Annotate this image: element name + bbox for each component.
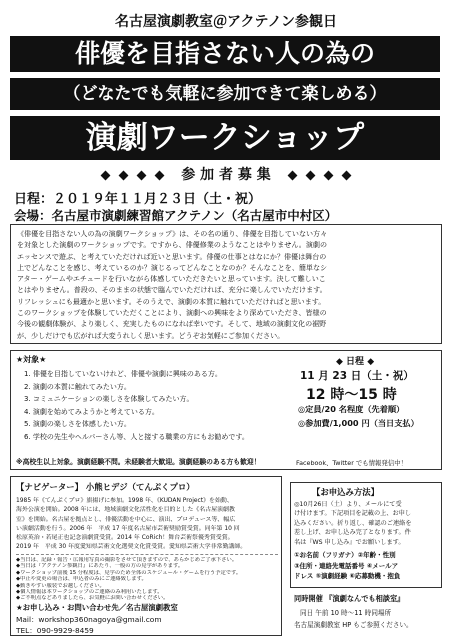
target-item: 4. 演劇を始めてみようかと考えている方。 xyxy=(24,407,159,416)
schedule-heading: ◆ 日程 ◆ xyxy=(336,357,375,367)
apply-line: 差し上げ、お申し込み完了となります。件 xyxy=(294,529,411,537)
related-time: 同日 午前 10 時～11 時同場所 xyxy=(300,609,392,617)
navigator-heading: 【ナビゲーター】 小熊ヒデジ（てんぷくプロ） xyxy=(16,482,195,492)
top-title: 名古屋演劇教室＠アクテノン参観日 xyxy=(114,14,338,30)
diamond-icon xyxy=(324,171,334,181)
bio-line: 2019 年 平成 30 年度愛知県芸術文化選奨文化賞受賞。愛知県芸術大学非常勤講師。 xyxy=(16,543,247,551)
note-item: ◆当日は、記録・報告・広報用写真の撮影をさせて頂きますので、あらかじめご了承下さい。 xyxy=(16,557,238,563)
related-info: 名古屋演劇教室 HP もご参照ください。 xyxy=(294,621,413,629)
intro-line: リフレッシュにも最適かと思います。そのうえで、演劇の本質に触れていただければと思います。 xyxy=(17,296,326,306)
schedule-fee: ◎参加費/1,000 円（当日支払） xyxy=(298,418,419,428)
target-note: ※高校生以上対象。演劇経験不問。未経験者大歓迎。演劇経験のある方も歓迎！ xyxy=(16,458,261,466)
contact-heading: ★お申し込み・お問い合わせ先／名古屋演劇教室 xyxy=(16,603,178,612)
note-item: ◆中止や変更の場合は、申込者のみにご連絡致します。 xyxy=(16,576,147,583)
target-item: 1. 俳優を目指していないけれど、俳優や演劇に興味のある方。 xyxy=(24,370,222,378)
target-heading: ★対象★ xyxy=(16,355,47,364)
note-item: ◆個人情報は本ワークショップのご連絡のみ利用いたします。 xyxy=(16,589,163,596)
intro-line: とはやりません。普段の、そのままの状態で臨んでいただければ、充分に楽しんでいただけます。 xyxy=(17,285,327,295)
diamond-icon xyxy=(100,171,110,181)
banner-headline: 俳優を目指さない人の為の xyxy=(10,36,440,72)
contact-tel[interactable]: TEL：090-9929-8459 xyxy=(16,626,94,635)
apply-field: ①お名前（フリガナ）②年齢・性別 xyxy=(294,551,396,559)
intro-line: 《俳優を目指さない人の為の演劇ワークショップ》は、その名の通り、俳優を目指していない方々 xyxy=(17,229,328,238)
apply-heading: 【お申込み方法】 xyxy=(312,487,379,497)
note-item: ◆当日は『アクテノン参観日』にあたり、一般の方の見学があります。 xyxy=(16,563,184,570)
banner-subline: （どなたでも気軽に参加できて楽しめる） xyxy=(10,78,440,110)
contact-mail[interactable]: Mail：workshop360nagoya@gmail.com xyxy=(16,615,162,624)
intro-line: 今後の観劇体験が、より楽しく、充実したものになれば幸いです。そして、地域の演劇文化の裾野 xyxy=(17,319,327,329)
target-item: 5. 演劇の楽しさを体感したい方。 xyxy=(24,420,131,428)
intro-line: 上でどんなことを感じ、考えているのか？演じるってどんなことなのか？そんなことを、簡単なシ xyxy=(17,262,328,272)
apply-line: ◎10月26日（土）より、メールにて受 xyxy=(294,501,402,508)
related-title: 同時開催 『演劇なんでも相談室』 xyxy=(294,594,405,603)
event-date: 日程：２０１９年１１月２３日（土・祝） xyxy=(14,192,262,207)
schedule-date: 11 月 23 日（土・祝） xyxy=(300,370,414,382)
bio-line: 海外公演を開始。2008 年には、地域演劇文化活性化を目的とした《名古屋演劇教 xyxy=(16,506,235,514)
apply-body xyxy=(294,500,440,547)
target-item: 3. コミュニケーションの楽しさを体験してみたい方。 xyxy=(24,395,194,403)
divider xyxy=(16,554,278,555)
bio-line: 1985 年《てんぷくプロ》旗揚げに参加。1998 年、《KUDAN Project》を始動、 xyxy=(16,497,233,504)
diamond-icon xyxy=(155,171,165,181)
diamond-icon xyxy=(305,171,315,181)
apply-line: 込みください。折り返し、確認のご連絡を xyxy=(294,519,412,527)
intro-line: アター・ゲームやエチュードを行いながら体感していただきたいと思っています。決して難しいこ xyxy=(17,274,326,284)
bio-line: 松原英治・若尾正也記念演劇賞受賞。2014 年 CoRich！舞台芸術祭優秀賞受賞。 xyxy=(16,534,234,542)
note-item: ◆動きやすい服装でお越しください。 xyxy=(16,582,105,589)
bio-line: い演劇活動を行う。2006 年 平成 17 年度名古屋市芸術奨励賞受賞。同年第 10 回 xyxy=(16,524,240,532)
apply-fields xyxy=(294,550,440,582)
note-item: ◆ご不明点などありましたら、お気軽にお問い合わせください。 xyxy=(16,595,169,602)
intro-line: を対象とした演劇のワークショップです。ですから、俳優修業のようなことはやりません。演劇の xyxy=(17,240,327,250)
intro-line: エッセンスで遊ぶ、と考えていただければ近いと思います。俳優の仕事とはなにか？俳優は舞台の xyxy=(17,251,327,261)
intro-box xyxy=(10,224,442,344)
diamond-icon xyxy=(119,171,129,181)
intro-text xyxy=(17,228,435,341)
recruit-label: 参 加 者 募 集 xyxy=(181,167,271,183)
diamond-icon xyxy=(137,171,147,181)
event-venue: 会場：名古屋市演劇練習館アクテノン（名古屋市中村区） xyxy=(14,208,338,223)
note-item: ◆ワークショップ前後 15 分程度は、見学のため全体のスケジュール・ゲームを行う予定です。 xyxy=(16,569,242,576)
intro-line: このワークショップを体験していただくことにより、演劇への興味をより深めていただき、皆様の xyxy=(17,308,327,318)
target-list xyxy=(24,368,294,443)
intro-line: が、少しだけでも広がれば大変うれしく思います。どうぞお気軽にご参加ください。 xyxy=(17,330,285,340)
target-item: 2. 演劇の本質に触れてみたい方。 xyxy=(24,382,131,391)
diamond-icon xyxy=(342,171,352,181)
banner-title: 演劇ワークショップ xyxy=(10,116,440,160)
bio-line: 室》を開始。名古屋を拠点とし、俳優活動を中心に、演出、プロデュース等、幅広 xyxy=(16,515,236,523)
diamond-icon xyxy=(287,171,297,181)
apply-line: け付けます。下記項目を記載の上、お申し xyxy=(294,510,412,518)
apply-field: ドレス ⑤演劇経験 ⑥応募動機・抱負 xyxy=(294,572,401,580)
apply-line: 名は『WS 申し込み』でお願いします。 xyxy=(294,538,405,546)
navigator-bio xyxy=(16,496,278,552)
recruit-row xyxy=(0,166,452,182)
social-note: Facebook、Twitter でも情報発信中！ xyxy=(296,459,407,467)
apply-field: ③住所・連絡先電話番号 ④メールア xyxy=(294,561,399,570)
schedule-time: 12 時～15 時 xyxy=(306,387,397,403)
target-item: 6. 学校の先生やヘルパーさん等、人と接する職業の方にもお勧めです。 xyxy=(24,432,249,441)
notes-list xyxy=(16,557,278,602)
schedule-capacity: ◎定員/20 名程度（先着順） xyxy=(298,404,405,414)
